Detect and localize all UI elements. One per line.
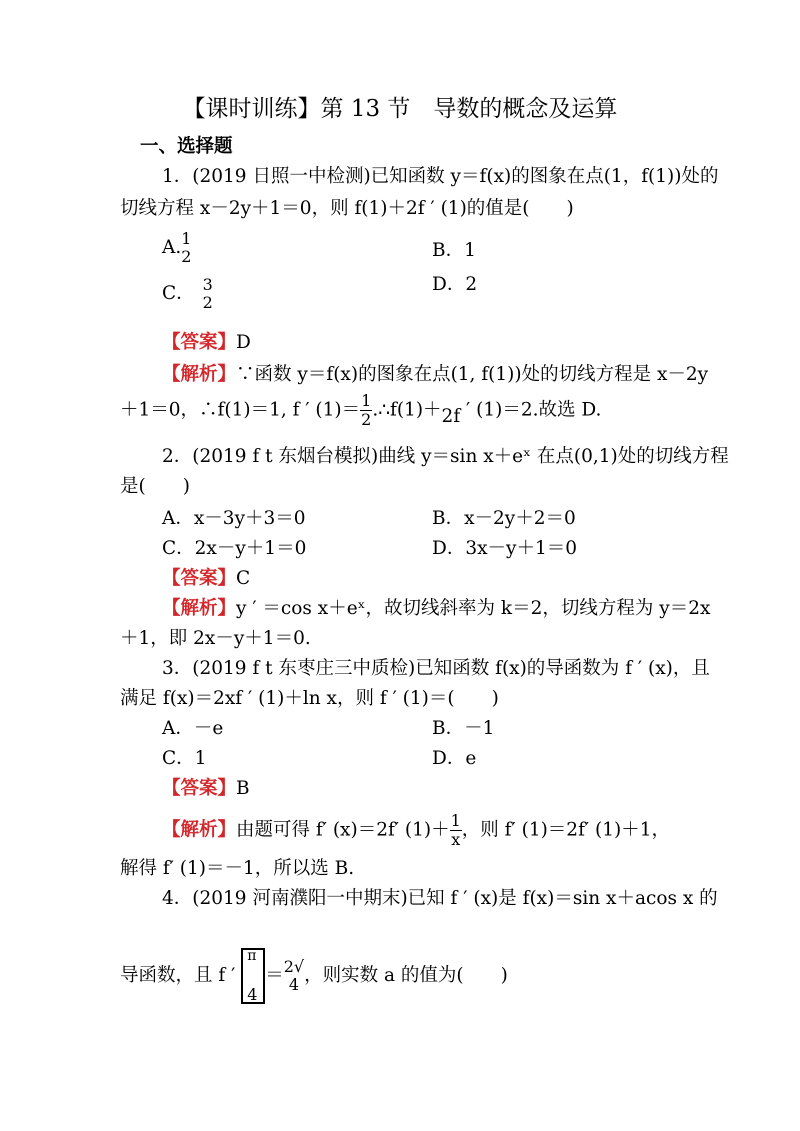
q1-explanation-text2c: 2f	[441, 405, 461, 427]
q3-explanation-text1b: ，则 f′ (1)＝2f′ (1)＋1，	[461, 819, 670, 841]
q1-option-c-num: 3	[202, 275, 213, 294]
q1-explanation-text2b: .∴f(1)＋	[372, 399, 442, 421]
q1-option-a-label: A.	[162, 237, 182, 258]
q4-frac-den: 4	[288, 975, 299, 994]
q3-stem-line2: 满足 f(x)＝2xf ′ (1)＋ln x，则 f ′ (1)＝( )	[120, 688, 499, 709]
q3-answer-value: B	[236, 778, 250, 799]
q2-option-a: A．x－3y＋3＝0	[162, 508, 306, 529]
q1-explanation-text1: ∵函数 y＝f(x)的图象在点(1, f(1))处的切线方程是 x－2y	[236, 364, 709, 385]
q4-stem-text2a: 导函数，且 f ′	[120, 965, 236, 986]
q1-answer-value: D	[236, 332, 251, 353]
q2-explanation-line2: ＋1，即 2x－y＋1＝0.	[120, 628, 311, 649]
q3-explanation-fraction	[450, 812, 462, 849]
q3-explanation-line1	[162, 812, 670, 849]
analysis-label: 【解析】	[162, 598, 237, 619]
q4-bracket-top: π	[247, 948, 257, 964]
q1-option-c-den: 2	[202, 293, 213, 312]
q4-fraction	[284, 958, 304, 994]
q4-bracket-bottom: 4	[247, 985, 258, 1004]
q1-option-a-fraction	[181, 230, 191, 266]
q1-explanation-fraction	[360, 392, 372, 429]
q1-option-c-label: C．	[162, 283, 195, 304]
q1-stem-line2: 切线方程 x－2y＋1＝0，则 f(1)＋2f ′ (1)的值是( )	[120, 198, 574, 219]
section-heading: 一、选择题	[140, 136, 233, 157]
q4-frac-num: 2√	[283, 957, 305, 976]
q4-stem-equals: ＝	[265, 965, 284, 986]
q4-bracket-expression	[241, 948, 265, 1004]
q1-option-a	[162, 230, 191, 266]
q1-explanation-line2	[120, 392, 601, 429]
q1-exp-frac-den: 2	[361, 410, 372, 429]
q3-exp-frac-num: 1	[450, 811, 461, 830]
q2-explanation-text1: y ′ ＝cos x＋eˣ，故切线斜率为 k＝2，切线方程为 y＝2x	[236, 598, 711, 619]
q3-option-a: A．－e	[162, 718, 224, 739]
q2-answer-value: C	[236, 568, 251, 589]
page-title: 【课时训练】第 13 节 导数的概念及运算	[182, 96, 618, 122]
answer-label: 【答案】	[162, 778, 237, 799]
q1-stem-line1: 1．(2019 日照一中检测)已知函数 y＝f(x)的图象在点(1，f(1))处的	[162, 166, 719, 187]
q1-option-d: D．2	[432, 274, 478, 295]
q3-explanation-text1a: 由题可得 f′ (x)＝2f′ (1)＋	[236, 819, 450, 841]
q3-exp-frac-den: x	[451, 830, 461, 849]
q1-exp-frac-num: 1	[361, 391, 372, 410]
q1-explanation-line1	[162, 362, 708, 388]
q1-option-b: B．1	[432, 240, 476, 261]
answer-label: 【答案】	[162, 332, 237, 353]
q3-option-b: B．－1	[432, 718, 495, 739]
q3-explanation-line2: 解得 f′ (1)＝－1，所以选 B.	[120, 858, 355, 879]
q1-option-c-fraction	[203, 276, 213, 312]
q1-option-c	[162, 276, 213, 312]
q2-answer	[162, 566, 250, 592]
q3-option-c: C．1	[162, 748, 207, 769]
q2-stem-line2: 是( )	[120, 476, 190, 497]
q3-answer	[162, 776, 250, 802]
q4-stem-text2c: ，则实数 a 的值为( )	[304, 965, 508, 986]
q4-stem-line1: 4．(2019 河南濮阳一中期末)已知 f ′ (x)是 f(x)＝sin x＋acos x 的	[162, 888, 718, 909]
q3-option-d: D．e	[432, 748, 477, 769]
analysis-label: 【解析】	[162, 819, 237, 841]
q1-option-a-den: 2	[181, 247, 192, 266]
q2-option-b: B．x－2y＋2＝0	[432, 508, 576, 529]
q1-answer	[162, 330, 251, 356]
analysis-label: 【解析】	[162, 364, 237, 385]
q2-stem-line1: 2．(2019 f t 东烟台模拟)曲线 y＝sin x＋eˣ 在点(0,1)处的切线方程	[162, 446, 729, 467]
q2-option-d: D．3x－y＋1＝0	[432, 538, 578, 559]
q4-stem-line2	[120, 948, 508, 1004]
q1-option-a-num: 1	[181, 229, 192, 248]
q2-option-c: C．2x－y＋1＝0	[162, 538, 307, 559]
q2-explanation-line1	[162, 596, 710, 622]
answer-label: 【答案】	[162, 568, 237, 589]
q3-stem-line1: 3．(2019 f t 东枣庄三中质检)已知函数 f(x)的导函数为 f ′ (x)，且	[162, 658, 710, 679]
q1-explanation-text2d: ′ (1)＝2.故选 D.	[460, 399, 602, 421]
q1-explanation-text2a: ＋1＝0，∴f(1)＝1, f ′ (1)＝	[120, 399, 361, 421]
